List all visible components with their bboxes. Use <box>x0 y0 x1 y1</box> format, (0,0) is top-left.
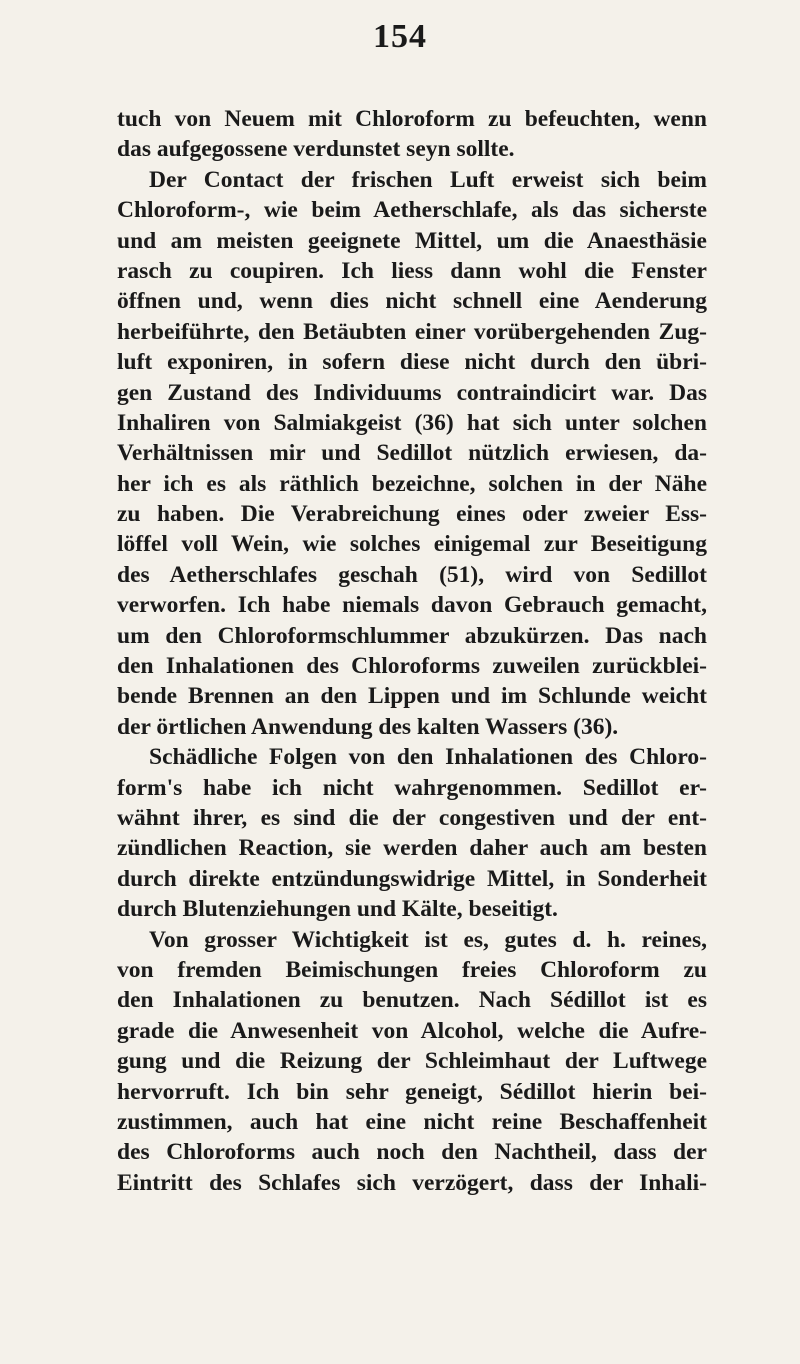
text-line: Inhaliren von Salmiakgeist (36) hat sich unter solchen <box>117 409 707 436</box>
text-line: der örtlichen Anwendung des kalten Wassers (36). <box>117 713 619 740</box>
text-line: zu haben. Die Verabreichung eines oder zweier Ess- <box>117 501 707 528</box>
page-number: 154 <box>373 18 427 55</box>
text-line: durch Blutenziehungen und Kälte, beseitigt. <box>117 896 558 923</box>
text-line: den Inhalationen des Chloroforms zuweilen zurückblei- <box>117 653 707 680</box>
text-line: um den Chloroformschlummer abzukürzen. Das nach <box>117 622 707 649</box>
text-line: her ich es als räthlich bezeichne, solchen in der Nähe <box>117 470 707 497</box>
text-line: Von grosser Wichtigkeit ist es, gutes d. h. reines, <box>149 926 707 953</box>
text-line: herbeiführte, den Betäubten einer vorübergehenden Zug- <box>117 318 707 345</box>
text-line: das aufgegossene verdunstet seyn sollte. <box>117 136 515 163</box>
text-line: bende Brennen an den Lippen und im Schlunde weicht <box>117 683 707 710</box>
text-line: wähnt ihrer, es sind die der congestiven und der ent- <box>117 804 707 831</box>
text-line: öffnen und, wenn dies nicht schnell eine Aenderung <box>117 288 707 315</box>
text-line: Chloroform-, wie beim Aetherschlafe, als das sicherste <box>117 197 707 224</box>
text-line: Schädliche Folgen von den Inhalationen des Chloro- <box>149 744 707 771</box>
text-line: Eintritt des Schlafes sich verzögert, dass der Inhali- <box>117 1169 707 1196</box>
text-line: den Inhalationen zu benutzen. Nach Sédillot ist es <box>117 987 707 1014</box>
text-line: des Aetherschlafes geschah (51), wird von Sedillot <box>117 561 707 588</box>
text-body <box>117 104 707 1198</box>
text-line: des Chloroforms auch noch den Nachtheil, dass der <box>117 1139 707 1166</box>
text-line: von fremden Beimischungen freies Chloroform zu <box>117 956 707 983</box>
text-line: löffel voll Wein, wie solches einigemal zur Beseitigung <box>117 531 707 558</box>
text-line: gung und die Reizung der Schleimhaut der Luftwege <box>117 1048 707 1075</box>
text-line: hervorruft. Ich bin sehr geneigt, Sédillot hierin bei- <box>117 1078 707 1105</box>
text-line: zustimmen, auch hat eine nicht reine Beschaffenheit <box>117 1108 707 1135</box>
text-line: verworfen. Ich habe niemals davon Gebrauch gemacht, <box>117 592 707 619</box>
text-line: zündlichen Reaction, sie werden daher auch am besten <box>117 835 707 862</box>
text-line: durch direkte entzündungswidrige Mittel, in Sonderheit <box>117 865 707 892</box>
text-line: gen Zustand des Individuums contraindicirt war. Das <box>117 379 707 406</box>
text-line: Der Contact der frischen Luft erweist sich beim <box>149 166 707 193</box>
text-line: Verhältnissen mir und Sedillot nützlich erwiesen, da- <box>117 440 707 467</box>
text-line: form's habe ich nicht wahrgenommen. Sedillot er- <box>117 774 707 801</box>
text-line: luft exponiren, in sofern diese nicht durch den übri- <box>117 349 707 376</box>
text-line: tuch von Neuem mit Chloroform zu befeuchten, wenn <box>117 106 707 132</box>
text-line: rasch zu coupiren. Ich liess dann wohl die Fenster <box>117 257 707 284</box>
text-line: und am meisten geeignete Mittel, um die Anaesthäsie <box>117 227 707 254</box>
text-line: grade die Anwesenheit von Alcohol, welche die Aufre- <box>117 1017 707 1044</box>
